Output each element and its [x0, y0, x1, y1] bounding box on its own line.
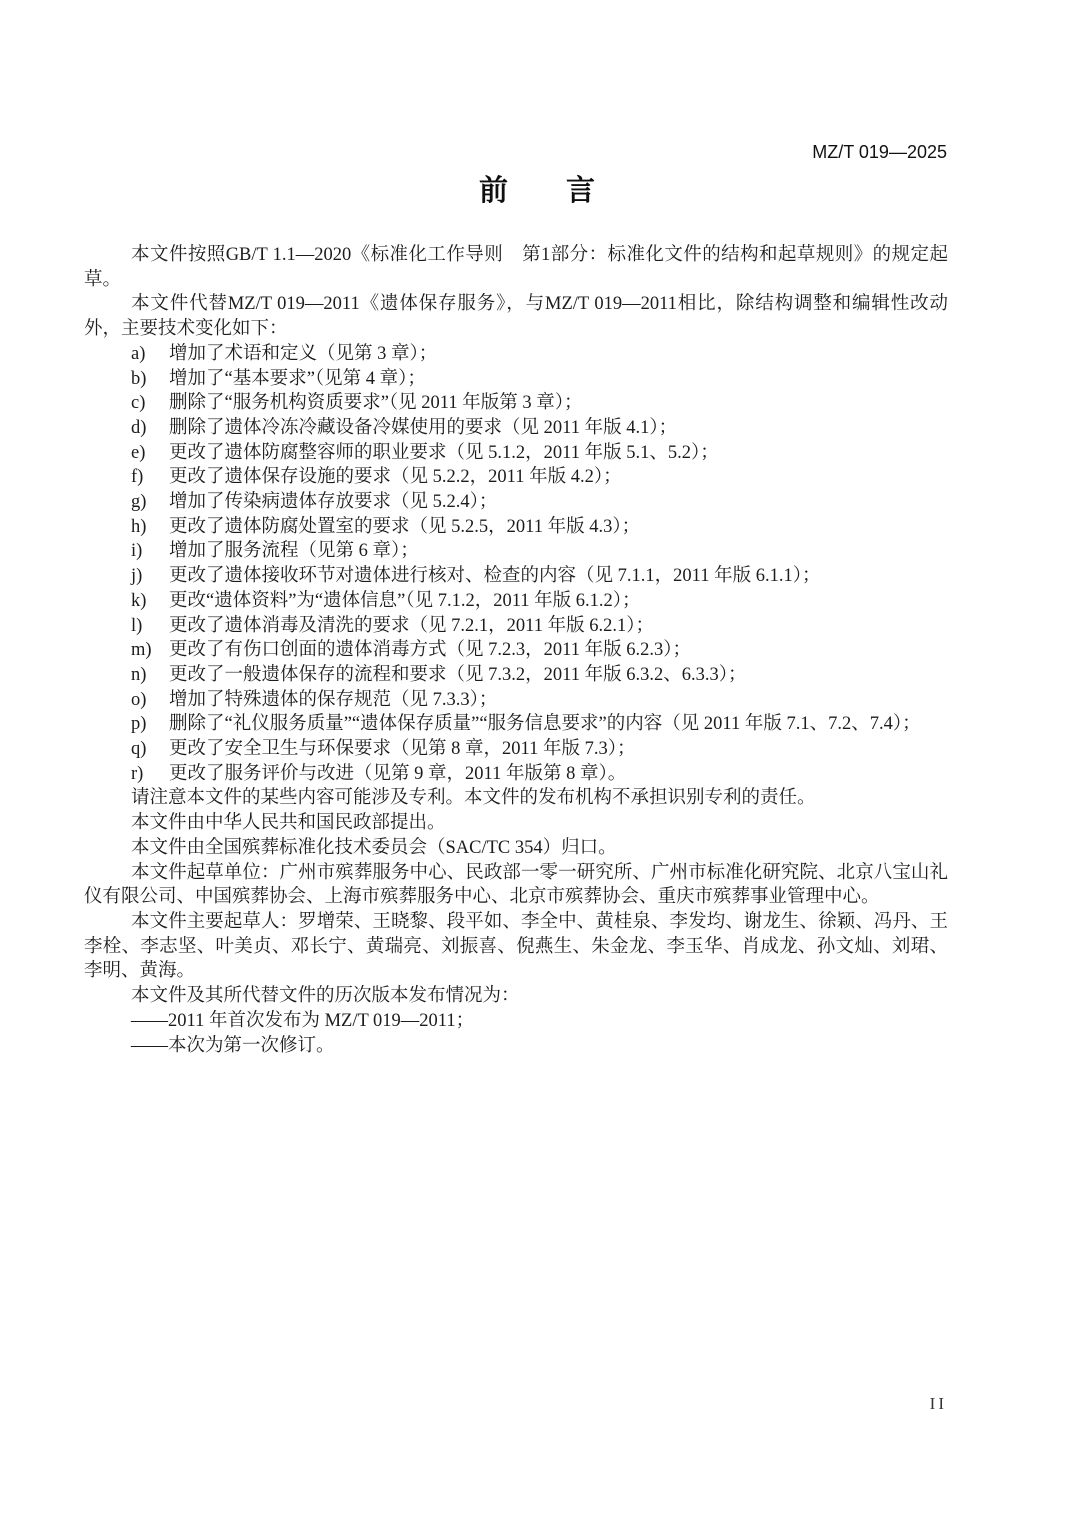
- change-item: [84, 342, 948, 367]
- change-item-marker: p): [131, 714, 147, 735]
- intro-paragraph: 本文件代替MZ/T 019—2011《遗体保存服务》，与MZ/T 019—2011相比，除结构调整和编辑性改动外，主要技术变化如下：: [84, 294, 948, 340]
- change-item-text: 更改了遗体保存设施的要求（见 5.2.2，2011 年版 4.2）；: [169, 467, 622, 488]
- change-item: [84, 638, 948, 663]
- change-item: [84, 589, 948, 614]
- closing-paragraphs: [84, 786, 948, 984]
- history-items: [84, 1009, 948, 1058]
- change-item: [84, 614, 948, 639]
- change-item-marker: h): [131, 516, 147, 537]
- change-item: [84, 712, 948, 737]
- closing-paragraph: 本文件主要起草人：罗增荣、王晓黎、段平如、李全中、黄桂泉、李发均、谢龙生、徐颖、冯丹、王李栓、李志坚、叶美贞、邓长宁、黄瑞亮、刘振喜、倪燕生、朱金龙、李玉华、肖成龙、孙文灿、刘珺、李明、黄海。: [84, 911, 948, 982]
- change-item-marker: f): [131, 467, 144, 488]
- change-item-marker: a): [131, 343, 146, 364]
- change-item-text: 增加了服务流程（见第 6 章）；: [169, 541, 419, 562]
- change-item-text: 增加了传染病遗体存放要求（见 5.2.4）；: [169, 492, 498, 513]
- intro-paragraph: 本文件按照GB/T 1.1—2020《标准化工作导则 第1部分：标准化文件的结构和起草规则》的规定起草。: [84, 245, 948, 290]
- standard-number: MZ/T 019—2025: [812, 142, 947, 162]
- change-item-marker: l): [131, 615, 143, 636]
- change-item-marker: d): [131, 417, 147, 438]
- foreword-content: [84, 243, 948, 1058]
- change-item-marker: e): [131, 442, 146, 463]
- change-item-marker: c): [131, 393, 146, 414]
- change-item-text: 更改了遗体防腐处置室的要求（见 5.2.5，2011 年版 4.3）；: [169, 516, 641, 537]
- change-item-marker: n): [131, 664, 147, 685]
- change-item: [84, 564, 948, 589]
- closing-paragraph: 本文件由中华人民共和国民政部提出。: [131, 813, 446, 834]
- change-item-marker: r): [131, 763, 144, 784]
- change-item: [84, 737, 948, 762]
- change-item: [84, 441, 948, 466]
- page-number: II: [929, 1394, 947, 1413]
- change-item-marker: q): [131, 739, 147, 760]
- change-item-text: 增加了“基本要求”（见第 4 章）；: [169, 368, 426, 389]
- change-item: [84, 762, 948, 787]
- change-item-marker: b): [131, 368, 147, 389]
- change-item-text: 更改了服务评价与改进（见第 9 章，2011 年版第 8 章）。: [169, 763, 627, 784]
- change-item-text: 更改了一般遗体保存的流程和要求（见 7.3.2，2011 年版 6.3.2、6.3.3）；: [169, 664, 747, 685]
- change-item: [84, 367, 948, 392]
- change-item: [84, 663, 948, 688]
- change-item-marker: o): [131, 689, 147, 710]
- change-item-text: 增加了术语和定义（见第 3 章）；: [169, 343, 438, 364]
- change-item-marker: i): [131, 541, 143, 562]
- history-item: ——2011 年首次发布为 MZ/T 019—2011；: [131, 1010, 475, 1031]
- change-item-text: 增加了特殊遗体的保存规范（见 7.3.3）；: [169, 689, 498, 710]
- history-heading: 本文件及其所代替文件的历次版本发布情况为：: [131, 986, 520, 1007]
- change-item: [84, 490, 948, 515]
- change-item: [84, 465, 948, 490]
- changes-list: [84, 342, 948, 787]
- intro-paragraphs: [84, 243, 948, 342]
- change-item-text: 更改“遗体资料”为“遗体信息”（见 7.1.2，2011 年版 6.1.2）；: [169, 590, 641, 611]
- change-item-marker: g): [131, 492, 147, 513]
- closing-paragraph: 本文件由全国殡葬标准化技术委员会（SAC/TC 354）归口。: [131, 837, 617, 858]
- change-item-text: 更改了安全卫生与环保要求（见第 8 章，2011 年版 7.3）；: [169, 739, 636, 760]
- change-item: [84, 416, 948, 441]
- change-item-text: 删除了“服务机构资质要求”（见 2011 年版第 3 章）；: [169, 393, 583, 414]
- change-item-text: 删除了遗体冷冻冷藏设备冷媒使用的要求（见 2011 年版 4.1）；: [169, 417, 678, 438]
- change-item-text: 更改了遗体接收环节对遗体进行核对、检查的内容（见 7.1.1，2011 年版 6.1.1）；: [169, 566, 821, 587]
- change-item-text: 更改了遗体防腐整容师的职业要求（见 5.1.2，2011 年版 5.1、5.2）；: [169, 442, 719, 463]
- change-item: [84, 688, 948, 713]
- change-item: [84, 515, 948, 540]
- change-item-marker: j): [131, 566, 143, 587]
- page-title: 前 言: [478, 173, 595, 207]
- change-item-marker: m): [131, 640, 152, 661]
- change-item-text: 删除了“礼仪服务质量”“遗体保存质量”“服务信息要求”的内容（见 2011 年版 7.1、7.2、7.4）；: [169, 714, 921, 735]
- change-item: [84, 539, 948, 564]
- closing-paragraph: 请注意本文件的某些内容可能涉及专利。本文件的发布机构不承担识别专利的责任。: [131, 788, 816, 809]
- closing-paragraph: 本文件起草单位：广州市殡葬服务中心、民政部一零一研究所、广州市标准化研究院、北京八宝山礼仪有限公司、中国殡葬协会、上海市殡葬服务中心、北京市殡葬协会、重庆市殡葬事业管理中心。: [84, 862, 948, 908]
- change-item-marker: k): [131, 590, 147, 611]
- change-item-text: 更改了遗体消毒及清洗的要求（见 7.2.1，2011 年版 6.2.1）；: [169, 615, 654, 636]
- history-item: ——本次为第一次修订。: [131, 1035, 335, 1056]
- change-item-text: 更改了有伤口创面的遗体消毒方式（见 7.2.3，2011 年版 6.2.3）；: [169, 640, 691, 661]
- change-item: [84, 391, 948, 416]
